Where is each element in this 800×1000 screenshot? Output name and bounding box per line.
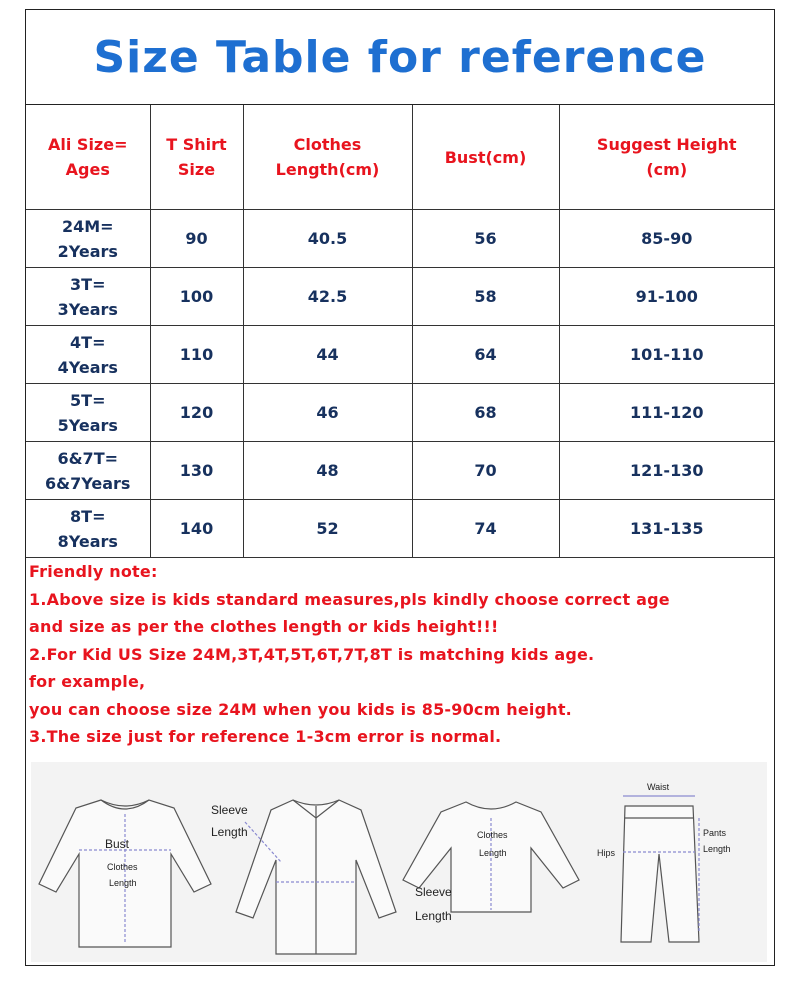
pants-waist-label: Waist — [647, 782, 670, 792]
tshirt-bust-label: Bust — [105, 837, 130, 851]
cell-ali-size: 4T= 4Years — [26, 326, 150, 384]
tshirt-diagram — [39, 800, 211, 947]
cell-tshirt-size: 110 — [150, 326, 243, 384]
size-chart-frame — [25, 9, 775, 966]
cell-ali-size: 5T= 5Years — [26, 384, 150, 442]
cell-suggest-height: 101-110 — [559, 326, 774, 384]
cell-bust: 68 — [412, 384, 559, 442]
cell-clothes-length: 48 — [243, 442, 412, 500]
table-row — [26, 384, 774, 442]
shirt-length-label: Length — [211, 825, 248, 839]
cell-bust: 70 — [412, 442, 559, 500]
cell-clothes-length: 40.5 — [243, 210, 412, 268]
shirt-sleeve-label: Sleeve — [211, 803, 248, 817]
size-table — [26, 105, 774, 558]
page-title: Size Table for reference — [26, 10, 774, 105]
cell-bust: 74 — [412, 500, 559, 558]
cell-bust: 58 — [412, 268, 559, 326]
cell-bust: 64 — [412, 326, 559, 384]
cell-tshirt-size: 130 — [150, 442, 243, 500]
cell-clothes-length: 42.5 — [243, 268, 412, 326]
cell-clothes-length: 52 — [243, 500, 412, 558]
cell-ali-size: 3T= 3Years — [26, 268, 150, 326]
header-suggest-height: Suggest Height (cm) — [559, 105, 774, 210]
cell-tshirt-size: 90 — [150, 210, 243, 268]
cell-suggest-height: 85-90 — [559, 210, 774, 268]
cell-ali-size: 6&7T= 6&7Years — [26, 442, 150, 500]
tshirt-length-label: Length — [109, 878, 137, 888]
cell-suggest-height: 131-135 — [559, 500, 774, 558]
cell-ali-size: 8T= 8Years — [26, 500, 150, 558]
tshirt-clothes-label: Clothes — [107, 862, 138, 872]
header-ali-size: Ali Size= Ages — [26, 105, 150, 210]
table-row — [26, 210, 774, 268]
friendly-notes — [26, 558, 774, 751]
cell-clothes-length: 46 — [243, 384, 412, 442]
pants-diagram — [621, 796, 699, 942]
measurement-diagrams — [31, 762, 767, 962]
sweater-sleeve-label: Sleeve — [415, 885, 452, 899]
cell-tshirt-size: 120 — [150, 384, 243, 442]
shirt-diagram — [236, 800, 396, 954]
pants-hips-label: Hips — [597, 848, 616, 858]
table-row — [26, 500, 774, 558]
note-line: 2.For Kid US Size 24M,3T,4T,5T,6T,7T,8T is matching kids age. — [29, 644, 595, 664]
sweater-length-label: Length — [479, 848, 507, 858]
table-header-row — [26, 105, 774, 210]
table-row — [26, 442, 774, 500]
note-line: and size as per the clothes length or kids height!!! — [29, 617, 499, 636]
cell-suggest-height: 91-100 — [559, 268, 774, 326]
table-row — [26, 268, 774, 326]
note-line: for example, — [29, 672, 146, 691]
pants-length-label: Length — [703, 844, 731, 854]
note-heading: Friendly note: — [29, 562, 158, 581]
table-row — [26, 326, 774, 384]
note-line: 1.Above size is kids standard measures,pls kindly choose correct age — [29, 589, 670, 609]
sweater-clothes-label: Clothes — [477, 830, 508, 840]
pants-pants-label: Pants — [703, 828, 727, 838]
cell-tshirt-size: 100 — [150, 268, 243, 326]
cell-tshirt-size: 140 — [150, 500, 243, 558]
cell-suggest-height: 121-130 — [559, 442, 774, 500]
cell-suggest-height: 111-120 — [559, 384, 774, 442]
cell-ali-size: 24M= 2Years — [26, 210, 150, 268]
cell-clothes-length: 44 — [243, 326, 412, 384]
cell-bust: 56 — [412, 210, 559, 268]
header-bust: Bust(cm) — [412, 105, 559, 210]
header-tshirt-size: T Shirt Size — [150, 105, 243, 210]
header-clothes-length: Clothes Length(cm) — [243, 105, 412, 210]
note-line: 3.The size just for reference 1-3cm error is normal. — [29, 727, 502, 746]
sweater-sleeve-length-label: Length — [415, 909, 452, 923]
note-line: you can choose size 24M when you kids is 85-90cm height. — [29, 699, 572, 719]
